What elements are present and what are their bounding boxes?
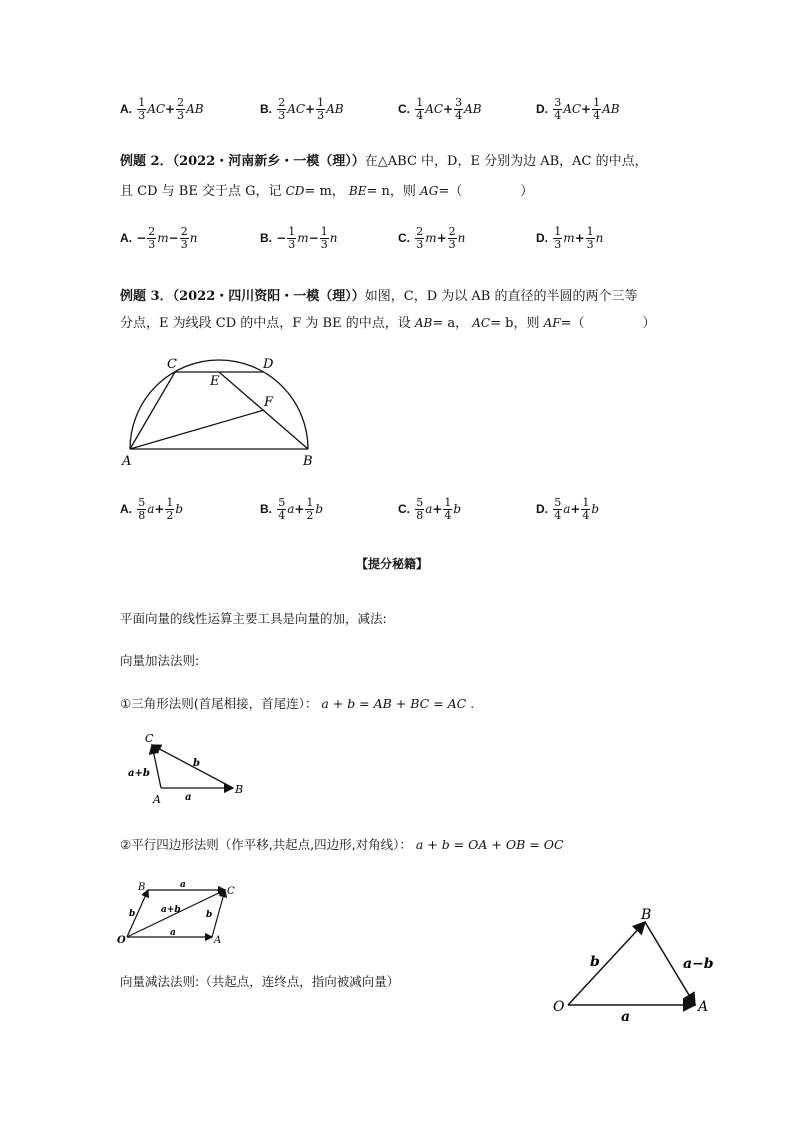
vector2: n: [457, 231, 466, 245]
vector-ab: AB: [414, 316, 433, 330]
option-d: [536, 226, 603, 251]
example2-text2: 且 CD 与 BE 交于点 G，记: [120, 184, 282, 199]
subtraction-figure: [548, 905, 728, 1025]
label-b: B: [138, 882, 146, 893]
vector-ob: [568, 922, 645, 1005]
vector-ab-arrow: [152, 745, 161, 788]
fraction2: $\frac{1}{4}$: [444, 496, 452, 522]
fraction2: $\frac{2}{3}$: [177, 96, 185, 122]
option-c: [398, 97, 482, 122]
example3-close: ）: [642, 316, 656, 331]
operator: −: [308, 231, 319, 245]
fraction1: $\frac{2}{3}$: [416, 225, 424, 251]
label-o: O: [553, 999, 565, 1015]
example2-line1: [120, 150, 648, 169]
option-d: [536, 97, 620, 122]
option-label: B.: [260, 102, 272, 116]
option-label: A.: [120, 102, 132, 116]
fraction1: $\frac{2}{3}$: [278, 96, 286, 122]
vector2: b: [175, 502, 184, 516]
fraction2: $\frac{1}{4}$: [582, 496, 590, 522]
label-e: E: [210, 374, 220, 389]
fraction2: $\frac{2}{3}$: [180, 225, 188, 251]
fraction2: $\frac{1}{3}$: [317, 96, 325, 122]
label-b: B: [303, 454, 313, 469]
label-a-plus-b: a+b: [161, 905, 181, 915]
option-label: C.: [398, 102, 410, 116]
operator: +: [443, 102, 454, 116]
option-label: D.: [536, 102, 548, 116]
operator: +: [294, 502, 305, 516]
fraction2: $\frac{3}{4}$: [455, 96, 463, 122]
option-label: B.: [260, 502, 272, 516]
operator: +: [436, 231, 447, 245]
example2-line2: [120, 180, 533, 199]
label-b: B: [235, 783, 244, 796]
option-a: [120, 226, 197, 251]
label-d: D: [263, 357, 274, 372]
label-a-vec: a: [185, 792, 192, 803]
fraction1: $\frac{1}{3}$: [554, 225, 562, 251]
semicircle-figure: [115, 352, 325, 470]
vector-ag: AG: [420, 184, 439, 198]
vector1: AC: [287, 102, 306, 116]
example3-eq3: =（: [560, 316, 585, 331]
option-label: D.: [536, 231, 548, 245]
vector2: b: [591, 502, 600, 516]
label-b-left: b: [129, 909, 136, 919]
parallelogram-rule-text: ②平行四边形法则（作平移,共起点,四边形,对角线）：: [120, 837, 412, 852]
example3-eq1: = a，: [432, 316, 469, 331]
option-b: [260, 226, 337, 251]
vector2: AB: [326, 102, 344, 116]
operator: +: [154, 502, 165, 516]
fraction1: $\frac{1}{4}$: [416, 96, 424, 122]
vector2: AB: [464, 102, 482, 116]
example2-close: ）: [520, 184, 534, 199]
fraction1: $\frac{5}{8}$: [138, 496, 146, 522]
tips-para3: [120, 694, 474, 712]
label-a-top: a: [180, 880, 186, 890]
option-label: B.: [260, 231, 272, 245]
option-b: [260, 497, 323, 522]
operator: −: [168, 231, 179, 245]
operator: +: [305, 102, 316, 116]
option-label: A.: [120, 231, 132, 245]
label-a-plus-b: a+b: [128, 768, 150, 779]
fraction2: $\frac{1}{2}$: [166, 496, 174, 522]
fraction1: $\frac{1}{3}$: [288, 225, 296, 251]
example3-text2: 分点，E 为线段 CD 的中点，F 为 BE 的中点，设: [120, 316, 411, 331]
triangle-rule-formula: a + b = AB + BC = AC .: [321, 696, 475, 711]
option-label: C.: [398, 231, 410, 245]
label-a: A: [214, 935, 222, 946]
operator: +: [432, 502, 443, 516]
fraction2: $\frac{1}{2}$: [306, 496, 314, 522]
label-b-vec: b: [193, 758, 200, 769]
vector-ac: [212, 890, 225, 937]
vector1: AC: [147, 102, 166, 116]
vector1: a: [147, 502, 155, 516]
vector-be: BE: [348, 184, 367, 198]
label-a-vec: a: [621, 1009, 631, 1025]
vector2: AB: [186, 102, 204, 116]
example2-title: 例题 2．（2022・河南新乡・一模（理））: [120, 154, 365, 169]
example3-title: 例题 3．（2022・四川资阳・一模（理））: [120, 289, 365, 304]
tips-heading: 【提分秘籍】: [356, 557, 429, 571]
fraction1: $\frac{5}{4}$: [554, 496, 562, 522]
operator: +: [581, 102, 592, 116]
label-a: A: [153, 793, 161, 805]
example2-text1: 在△ABC 中，D，E 分别为边 AB，AC 的中点，: [364, 154, 648, 169]
option-label: A.: [120, 502, 132, 516]
fraction1: $\frac{5}{8}$: [416, 496, 424, 522]
sign1: −: [276, 231, 287, 245]
option-b: [260, 97, 344, 122]
fraction2: $\frac{2}{3}$: [448, 225, 456, 251]
vector2: n: [595, 231, 604, 245]
fraction1: $\frac{3}{4}$: [554, 96, 562, 122]
vector1: a: [563, 502, 571, 516]
tips-para2: 向量加法法则:: [120, 653, 200, 668]
label-a: A: [122, 454, 132, 469]
label-a-minus-b: a−b: [683, 956, 714, 972]
example3-line2: [120, 312, 656, 331]
parallelogram-rule-formula: a + b = OA + OB = OC: [415, 837, 564, 852]
parallelogram-figure: [115, 877, 245, 947]
label-a-bottom: a: [170, 928, 176, 938]
vector1: a: [425, 502, 433, 516]
option-a: [120, 97, 204, 122]
fraction1: $\frac{1}{3}$: [138, 96, 146, 122]
label-c: C: [167, 357, 177, 372]
example2-eq3: =（: [438, 184, 463, 199]
option-label: C.: [398, 502, 410, 516]
triangle-rule-text: ①三角形法则(首尾相接，首尾连）：: [120, 696, 318, 711]
option-label: D.: [536, 502, 548, 516]
label-b-vec: b: [590, 954, 600, 970]
triangle-rule-figure: [125, 733, 255, 805]
label-b: B: [641, 907, 652, 923]
option-c: [398, 226, 465, 251]
vector1: AC: [563, 102, 582, 116]
example2-eq2: = n，则: [366, 184, 416, 199]
label-a: A: [698, 999, 709, 1015]
tips-para4: [120, 835, 564, 853]
option-c: [398, 497, 461, 522]
operator: +: [570, 502, 581, 516]
vector1: m: [297, 231, 309, 245]
label-b-right: b: [206, 910, 213, 920]
vector2: b: [453, 502, 462, 516]
vector1: a: [287, 502, 295, 516]
vector-ac: AC: [472, 316, 491, 330]
example3-text1: 如图，C，D 为以 AB 的直径的半圆的两个三等: [364, 289, 638, 304]
vector2: n: [329, 231, 338, 245]
vector2: AB: [602, 102, 620, 116]
tips-para1: 平面向量的线性运算主要工具是向量的加，减法:: [120, 611, 387, 626]
label-c: C: [145, 733, 154, 745]
fraction2: $\frac{1}{3}$: [320, 225, 328, 251]
vector1: m: [157, 231, 169, 245]
vector2: n: [189, 231, 198, 245]
vector-af: AF: [543, 316, 561, 330]
sign1: −: [136, 231, 147, 245]
fraction1: $\frac{5}{4}$: [278, 496, 286, 522]
vector1: m: [563, 231, 575, 245]
vector1: m: [425, 231, 437, 245]
fraction2: $\frac{1}{3}$: [586, 225, 594, 251]
vector-cd: CD: [285, 184, 305, 198]
option-d: [536, 497, 599, 522]
fraction1: $\frac{2}{3}$: [148, 225, 156, 251]
example3-line1: [120, 285, 637, 304]
option-a: [120, 497, 183, 522]
tips-para5: 向量减法法则:（共起点，连终点，指向被减向量）: [120, 974, 400, 989]
label-o: O: [117, 935, 126, 946]
label-c: C: [227, 886, 235, 897]
fraction2: $\frac{1}{4}$: [593, 96, 601, 122]
operator: +: [574, 231, 585, 245]
example3-eq2: = b，则: [490, 316, 540, 331]
operator: +: [165, 102, 176, 116]
vector2: b: [315, 502, 324, 516]
example2-eq1: = m，: [304, 184, 345, 199]
label-f: F: [264, 395, 274, 410]
vector1: AC: [425, 102, 444, 116]
